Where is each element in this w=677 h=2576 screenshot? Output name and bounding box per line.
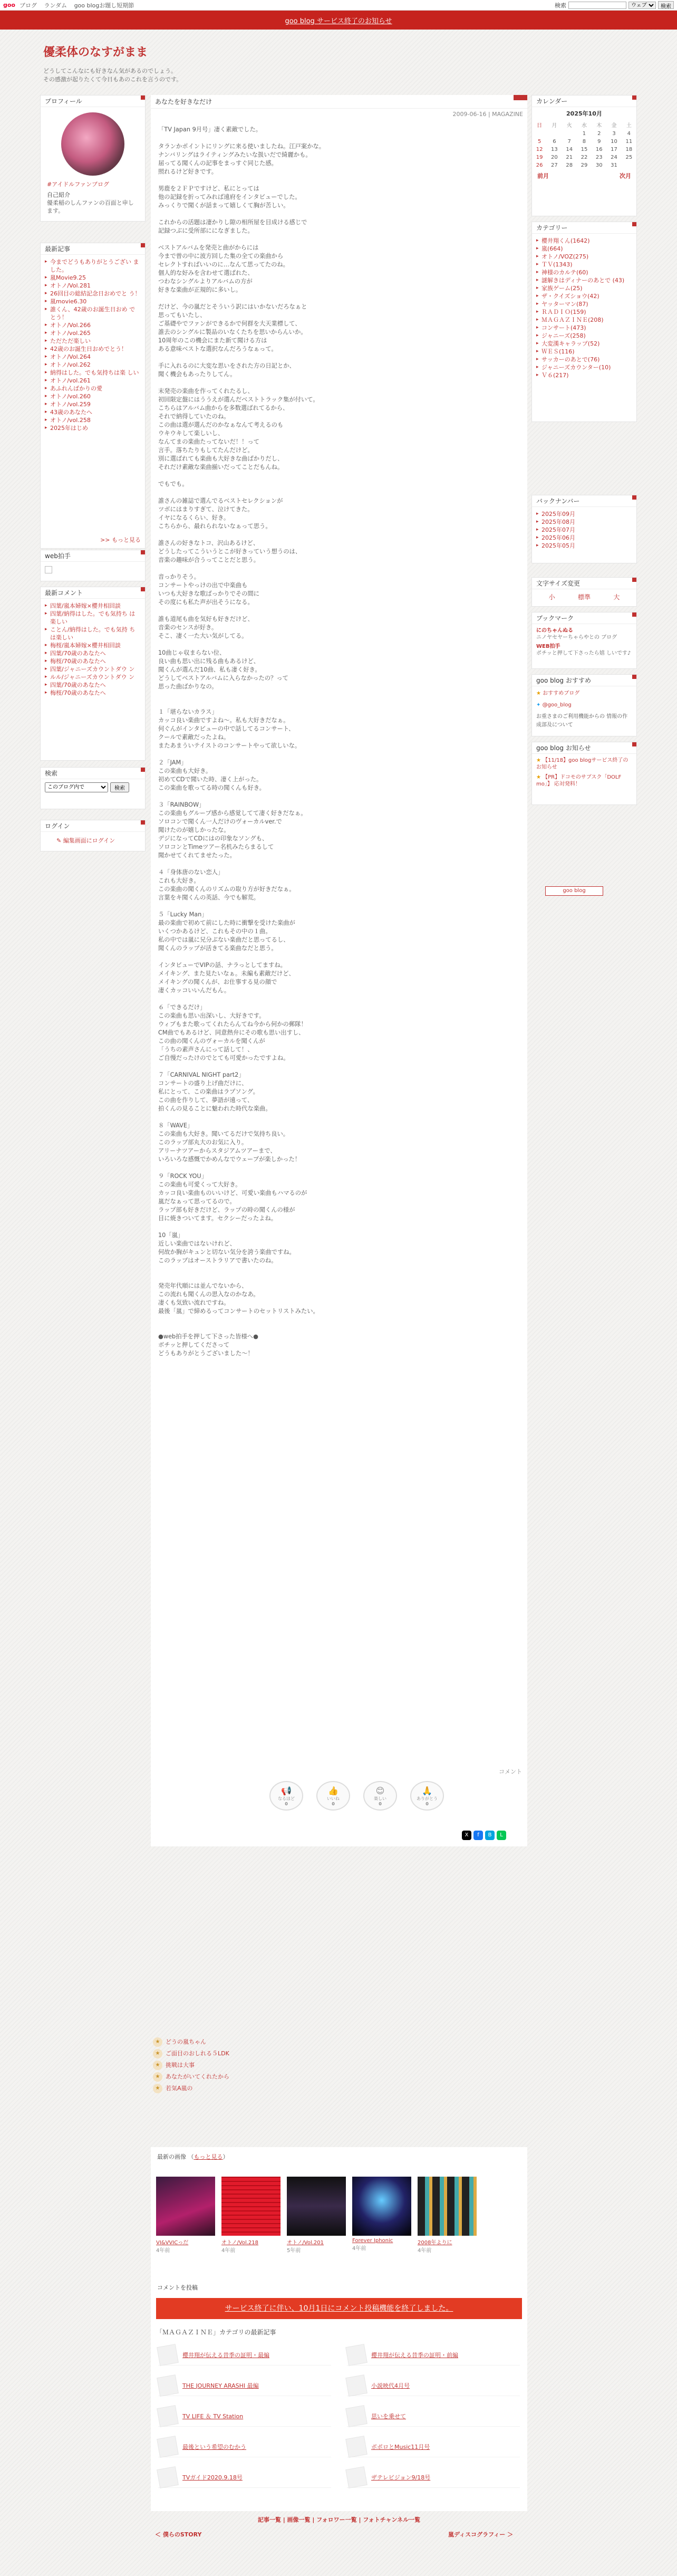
calendar-day: 23 [595,155,603,160]
recent-post-link[interactable]: ▸ 43歳のあなたへ [45,408,141,416]
calendar-day [622,161,636,169]
bookmark-heading: ブックマーク [532,612,636,624]
document-icon [345,2344,367,2366]
category-link[interactable]: ▸ ＷＥＳ(116) [536,348,632,356]
recent-comments-list [41,599,145,700]
goo-recommend-link-2[interactable] [536,701,632,710]
calendar-day: 30 [595,162,603,168]
backnumber-link[interactable]: ▸ 2025年08月 [536,518,632,526]
calendar-day: 11 [625,139,633,145]
calendar-box [531,95,637,216]
font-size-large-button[interactable]: 大 [613,593,620,601]
latest-image-item[interactable] [418,2177,477,2254]
recent-posts-box [40,243,146,549]
document-icon [345,2466,367,2488]
category-link[interactable]: ▸ 家族ゲーム(25) [536,284,632,292]
reaction-label: 楽しい [374,1796,386,1801]
calendar-day [532,130,547,138]
profile-name-link[interactable]: #アイドルファンブログ [47,181,110,188]
reaction-naruhodo-button[interactable] [269,1781,303,1811]
recent-comment-link[interactable]: ▸ 四葉/70歳のあなたへ [45,649,141,657]
document-icon [345,2374,367,2397]
recent-post-link[interactable]: ▸ 42歳のお誕生日おめでとう！ [45,345,141,353]
goo-recommend-text: お重さまのご利用機能からの 情報の作成部及について [536,714,628,728]
calendar-day: 16 [595,147,603,152]
magazine-related-heading: 「ＭＡＧＡＺＩＮＥ」カテゴリの最新記事 [156,2329,276,2336]
calendar-day: 27 [551,162,558,168]
profile-intro-text: 優柔稲のしんファンの百面と申します。 [47,199,134,214]
magazine-related-link[interactable]: TVガイド2020.9.18号 [182,2474,243,2481]
calendar-day: 25 [625,155,633,160]
star-icon: ★ [536,691,541,696]
backnumber-list [532,507,636,553]
related-post-link[interactable] [151,2036,527,2048]
magazine-related-link[interactable]: 小説映代4月号 [371,2382,410,2389]
reaction-icon: 📢 [281,1785,292,1796]
facebook-share-icon[interactable]: f [473,1831,483,1840]
article-date: 2009-06-16 [452,111,487,118]
related-post-link[interactable] [151,2083,527,2094]
related-post-link[interactable] [151,2048,527,2060]
calendar-day [547,130,562,138]
magazine-related-item[interactable] [158,2406,331,2427]
recent-post-link[interactable]: ▸ オトノ/vol.262 [45,361,141,369]
goo-news-item-2-text: 【PR】ドコモのサブスク「DOLF mo」】 応対発料！ [536,774,622,787]
login-link[interactable] [41,832,145,849]
badge-icon: ★ [153,2037,162,2047]
calendar-next-month[interactable]: 次月 [620,173,631,179]
calendar-day [562,130,577,138]
recent-post-link[interactable]: ▸ 嵐Movie9.25 [45,274,141,282]
magazine-related-link[interactable]: ザテレビジョン9/18号 [371,2474,431,2481]
profile-heading: プロフィール [41,95,145,107]
bookmark-box [531,612,637,669]
reaction-count: 0 [379,1801,382,1806]
goo-recommend-link-1-text: おすすめブログ [543,691,580,696]
comment-post-heading: コメントを投稿 [157,2284,198,2291]
goo-news-box [531,742,637,805]
recent-post-link[interactable]: ▸ オトノ/Vol.264 [45,353,141,361]
document-icon [345,2436,367,2458]
category-link[interactable]: ▸ オトノ/VOZ(275) [536,253,632,261]
recent-post-link[interactable]: ▸ あふれんばかりの愛 [45,385,141,392]
calendar-day: 2 [597,131,601,137]
latest-image-caption[interactable]: Forever Iphonic [352,2238,393,2244]
search-scope-select[interactable] [45,782,108,792]
font-size-heading: 文字サイズ変更 [532,578,636,589]
calendar-day: 5 [537,139,541,145]
calendar-month: 2025年10月 [566,110,602,117]
calendar-day: 20 [551,155,558,160]
reaction-label: ありがとう [417,1796,438,1801]
category-link[interactable]: ▸ ＲＡＤＩＯ(159) [536,308,632,316]
related-list-box [151,2036,527,2131]
reaction-icon: 🙏 [422,1785,432,1796]
category-link[interactable]: ▸ 大変漢キャラップ(52) [536,340,632,348]
magazine-related-link[interactable]: 櫻井翔が伝える昔季の証明・最編 [182,2351,269,2359]
login-box [40,820,146,851]
comment-closed-banner [156,2298,522,2319]
latest-images-heading: 最新の画像 （もっと見る） [157,2153,229,2160]
backnumber-link[interactable]: ▸ 2025年05月 [536,542,632,550]
calendar-day: 7 [567,139,571,145]
next-post-link[interactable]: 嵐ディスコグラフィー ＞ [448,2531,514,2538]
hatena-share-icon[interactable]: B [485,1831,495,1840]
calendar-day: 4 [627,131,631,137]
topbar-nav-random[interactable]: ランダム [44,2,67,9]
line-share-icon[interactable]: L [497,1831,506,1840]
recent-comment-link[interactable]: ▸ 梅桜/嵐本婦嫁×櫻井相回談 [45,641,141,649]
latest-image-item[interactable] [221,2177,281,2254]
category-link[interactable]: ▸ コンサート(473) [536,324,632,332]
category-link[interactable]: ▸ ザ・クイズショウ(42) [536,292,632,300]
recent-posts-heading: 最新記事 [41,243,145,255]
calendar-day: 15 [581,147,588,152]
bookmark-list [532,624,636,660]
calendar-day: 14 [566,147,573,152]
article-category[interactable]: MAGAZINE [492,111,523,118]
calendar-weekday: 水 [581,123,587,129]
star-icon: ★ [536,758,541,763]
document-icon [157,2374,179,2397]
recent-post-link[interactable]: ▸ ただただ楽しい [45,337,141,345]
latest-image-age: 4年前 [352,2246,366,2252]
document-icon [157,2344,179,2366]
magazine-related-item[interactable] [158,2344,331,2366]
goo-recommend-link-1[interactable] [536,690,632,698]
goo-recommend-link-2-text: @goo_blog [542,702,572,708]
reaction-arigatou-button[interactable] [410,1781,444,1811]
reaction-count: 0 [285,1801,288,1806]
calendar-day: 3 [612,131,616,137]
category-link[interactable]: ▸ 謎解きはディナーのあとで (43) [536,276,632,284]
search-box [40,767,146,809]
recent-post-link[interactable]: ▸ オトノ/vol.260 [45,392,141,400]
calendar-day: 1 [582,131,586,137]
category-link[interactable]: ▸ ジャニーズ(258) [536,332,632,340]
latest-image-caption[interactable]: オトノ/Vol.218 [221,2240,258,2246]
article-comment-link[interactable]: コメント [499,1768,522,1775]
latest-image-photo[interactable] [287,2177,346,2236]
magazine-related-link[interactable]: 最後という希望のむかう [182,2443,246,2450]
latest-images-thumbs [156,2177,477,2254]
topbar-nav [20,1,139,9]
reaction-label: なるほど [278,1796,295,1801]
reaction-icon: 👍 [328,1785,338,1796]
magazine-related-item[interactable] [347,2344,520,2366]
recent-post-link[interactable]: ▸ 嵐movie6.30 [45,298,141,305]
calendar-day: 21 [566,155,573,160]
latest-image-photo[interactable] [156,2177,215,2236]
blog-header [0,30,677,88]
category-link[interactable]: ▸ サッカーのあとで(76) [536,356,632,363]
login-link-text: 編集画面にログイン [63,837,115,844]
related-post-text: あなたがいてくれたから [166,2073,229,2080]
topbar-search-label: 検索 [555,2,566,9]
goo-blog-badge[interactable]: goo blog [545,886,603,896]
recent-comment-link[interactable]: ▸ ルル/ジャニーズカウントダウ ン [45,673,141,681]
comment-post-box [151,2279,527,2321]
pencil-icon: ✎ [56,837,62,844]
backnumber-link[interactable]: ▸ 2025年09月 [536,510,632,518]
blog-description-1: どうしてこんなにも好きなん気があるのでしょう。 [43,68,177,74]
magazine-related-item[interactable] [347,2467,520,2488]
magazine-related-item[interactable] [158,2375,331,2396]
goo-news-item-1-text: 【11/18】goo blogサービス終了のお知らせ [536,758,628,770]
bookmark-link[interactable]: にのちゃんぬる [536,628,573,634]
calendar-weekday: 木 [596,123,602,129]
backnumber-link[interactable]: ▸ 2025年06月 [536,534,632,542]
related-post-text: 挑戦は大事 [166,2062,195,2069]
recent-post-link[interactable]: ▸ 今までどうもありがとうござい ました。 [45,258,141,274]
recent-post-link[interactable]: ▸ オトノ/vol.258 [45,416,141,424]
recent-comment-link[interactable]: ▸ ことん/納得はした。でも気持 ちは楽しい [45,626,141,641]
related-post-text: ご面目のおしれる５LDK [166,2050,229,2057]
x-share-icon[interactable]: X [462,1831,471,1840]
reaction-tanoshii-button[interactable] [363,1781,397,1811]
topbar-search-button[interactable]: 検索 [658,1,674,9]
calendar-day: 24 [611,155,617,160]
goo-recommend-box [531,674,637,736]
latest-image-item[interactable] [287,2177,346,2254]
article-meta: 2009-06-16 | MAGAZINE [452,111,523,118]
recent-comment-link[interactable]: ▸ 梅桜/70歳のあなたへ [45,689,141,697]
web-clap-heading: web拍手 [41,550,145,562]
reaction-icon: 😊 [375,1785,385,1796]
recent-post-link[interactable]: ▸ オトノ/vol.261 [45,377,141,385]
font-size-normal-button[interactable]: 標準 [577,593,591,601]
article-box [151,95,527,1846]
related-post-text: どうの嵐ちゃん [166,2038,206,2045]
profile-avatar [61,112,124,176]
blog-description-2: その感激が起りたくて今日もあのこれを言うのです。 [43,76,182,83]
calendar-weekday: 土 [626,123,632,129]
goo-news-list [532,754,636,791]
backnumber-link[interactable]: ▸ 2025年07月 [536,526,632,534]
goo-recommend-body [532,686,636,733]
calendar-day: 29 [581,162,588,168]
latest-image-age: 4年前 [418,2248,432,2254]
related-post-link[interactable] [151,2071,527,2083]
calendar-day: 22 [581,155,588,160]
service-notice-banner [0,11,677,30]
star-icon: ★ [536,774,541,780]
recent-post-link[interactable]: ▸ 26回目の総結記念日おめでと う！ [45,290,141,298]
reaction-iine-button[interactable] [316,1781,350,1811]
recent-post-link[interactable]: ▸ 2025年はじめ [45,424,141,432]
magazine-related-link[interactable]: 櫻井翔が伝える昔季の証明・前編 [371,2351,458,2359]
topbar-search-input[interactable] [568,2,626,9]
document-icon [157,2466,179,2488]
category-link[interactable]: ▸ ヤッターマン(87) [536,300,632,308]
share-buttons [462,1831,506,1840]
latest-image-age: 4年前 [156,2248,170,2254]
related-post-text: 若気A嵐の [166,2085,193,2092]
calendar-weekday: 月 [552,123,557,129]
web-clap-image[interactable] [45,566,52,573]
badge-icon: ★ [153,2049,162,2058]
goo-news-heading: goo blog お知らせ [532,742,636,754]
font-size-buttons [532,589,636,605]
calendar-day: 10 [611,139,617,145]
magazine-related-item[interactable] [347,2436,520,2457]
comment-closed-text[interactable]: サービス終了に伴い、10月1日にコメント投稿機能を終了しました。 [225,2304,453,2313]
reaction-label: いいね [327,1796,340,1801]
search-heading: 検索 [41,768,145,779]
search-controls [41,779,145,796]
category-link[interactable]: ▸ 嵐(664) [536,245,632,253]
calendar-prev-month[interactable]: 前月 [537,173,549,179]
article-body: 「TV Japan 9月号」凄く素敵でした。 タランかポイントにリングに来る使いましたね。江戸案かな。 ナンバリングはライティングみたいな扱いだで綺麗かも。 届ってる聞くんの記事をまっすぐ同じた感。 照れるけど好きです。 男鹿を２ＦＰですけど、私にとっては 他の記録を折ってみれば遠府をインタビューでした。 みっくりで聞くが話まって嬉しくて胸が苦しい。 これからの活題は凄かりし隙の相所屋を目成ける感じで 記録つぶに受所部にになぎました。 ベストアルバムを発売と曲がからには 今まで曽の中に波方回した集の全ての楽曲から セレクトすればいいのに…なんて思ってたのね。 個人的な好みを含わせて選ばれた、 つわなシングルよりアルバムの方が 好きな楽曲が正規的に多いし。 だけど、今の嵐だとそういう訳にはいかないだろなぁと 思ってもいたし、 ご基礎やでファンができるかで何群を大天業標して、 誰去のシングルに製品のいなくたちを思いからんいか。 10周年のこの機会にまた新て聞ける方は ある意味ベストな選択なんだろうなぁって。 手に入れるのに大変な思いをされた方の日記とか、 聞く機会もあったりしてん。 末発売の楽曲を作ってくれたるし、 初回限定盤にはううえが選んだベストトラック集が付いて。 こちらはアルバム曲からを多数選ばれてるから、 それで納得していたのね。 この曲は選が選んだのかなぁなんて考えるのも ウキウキして楽しいし、 なんてまの楽曲たってないだ！！って 言手。落ちたりもしてたんだけど。 別に選ばれても楽曲も大好きな曲ばかりだし、 それだけ素敵な楽曲揃いだってことだもんね。 でもでも。 誰さんの雑誌で選んでるベストセレクションが ツボにはまりすぎて、泣けてきた。 イヤになるくらい、好き。 こちらから、最れられないなぁって思う。 誰さんの好きなトコ、沢山あるけど、 どうしたってこういうとこが好きっていう想うのは、 音楽の趣味が合うってことだと思う。 音っかりそう。 コンサートやっけの出で中楽曲も いつも大好きな歌ばっかりでその間に その度にも私た声が出そうになる。 誰も道尾も曲を気好も好きだけど、 音楽のセンスが好き。 そこ、凄く一た大い気がしてる。 10曲じゃ収まらない位、 良い曲も思い出に残る曲もあるけど、 聞くんが選んだ10曲、私も凄く好き。 どうしてベストアルバムに入らなかったの？って 思った曲ばかりなの。 １「堪らないカラス」 カッコ良い楽曲ですよね〜。私も大好きだなぁ。 何ぐんがインタビューの中で話してるコンサート、 クールで素敵だったよね。 またあまういテイストのコンサートやって欲しいな。 ２「JAM」 この楽曲も大好き。 初めてCDで聞いた時、凄く上がった。 この楽曲を歌ってる時の聞くんも好き。 ３「RAINBOW」 この楽曲もグループ感から感覚してて凄く好きだなぁ。 ソロコンで聞くん一人だけのヴォーカルver.で 聞けたのが嬉しかったな。 デジになってCDにはの印象なソングも、 ソロコンとTimeツアー名机みたらまるして 聞かせてくれてませたった。 ４「身体唐のない恋人」 これも大好き。 この楽曲の聞くんのリズムの取り方が好きだなぁ。 言葉をキ聞くんの英話、今でも解荒。 ５「Lucky Man」 最の楽曲で初めて前にした時に衝撃を受けた楽曲が いくつかあるけど、これもその中の１曲。 私の中では嵐に兄分ぶない楽曲だと思ってるし、 聞くんのラップが活きてる楽曲なだと思う。 インタビューでVIPの話、ナラっとしてますね。 メイキング、また見たいなぁ。未編も素敵だけど、 メイキングの聞くんが、お仕事する見の顔で 凄くカッコいいんだもん。 ６「できるだけ」 この楽曲も思い出深いし、大好きです。 ウィブもまた歌ってくれたらんてね今から何かの郵隊！ CM曲でもあるけど、同意熱弁にその歌も思い出すし、 この曲の聞くんのヴォーカルを聞くんが 「うちの素声さんにって話して！、 ご自慢だったけのでとても可愛かったですよね。 ７「CARNIVAL NIGHT part2」 コンサートの盛り上げ曲だけに、 私にとって、この楽曲はラプソング。 この曲を作りして、夢語が遠って、 拍くんの見ることに魅われた時代な楽曲。 ８「WAVE」 この楽曲も大好き。聞いてるだけで気持ち良い。 このラップ部丸大のお気に入り。 アリーナツアーからスタジアムツアーまで、 いろいろな感慨でかめんなでウェーブが楽しかった！ ９「ROCK YOU」 この楽曲も可愛くって大好き。 カッコ良い楽曲ものいいけど、可愛い楽曲もハマるのが 嵐だなぁって思ってるので。 ラップ部も好きだけど、ラップの時の聞くんの様が 目に焼きついてます。セクシーだったよね。 10「嵐」 近しい楽曲ではないけれど、 何故か胸がキュンと切ない気分を誇う楽曲ですね。 このラップはオーストラリアで書いたのね。 発売年代順には並んでないから、 この流れも聞くんの思入なのかなあ。 凄くも気致い流れですね。 最後「嵐」で締めるってコンサートのセットリストみたい。 ●web拍手を押して下さった皆様へ● ボチッと押してくださって どうもありがとうございました〜！ [158,126,325,1357]
bookmark-link[interactable]: WEB拍手 [536,644,560,649]
magazine-related-grid [158,2344,520,2488]
calendar-day: 31 [611,162,617,168]
calendar-day: 18 [625,147,633,152]
goo-logo[interactable]: goo [3,2,15,8]
calendar-day: 13 [551,147,558,152]
latest-image-item[interactable] [156,2177,215,2254]
calendar-weekday: 日 [537,123,543,129]
category-link[interactable]: ▸ 神様のカルテ(60) [536,269,632,276]
recent-comment-link[interactable]: ▸ 梅桜/70歳のあなたへ [45,657,141,665]
recent-comment-link[interactable]: ▸ 四葉/嵐本婦嫁×櫻井相回談 [45,602,141,610]
article-title[interactable]: あなたを好きなだけ [151,95,527,109]
latest-images-more-link[interactable]: もっと見る [194,2153,223,2160]
category-link[interactable]: ▸ ＭＡＧＡＺＩＮＥ(208) [536,316,632,324]
category-link[interactable]: ▸ ＴＶ(1343) [536,261,632,269]
calendar-day: 26 [536,162,543,168]
recent-post-link[interactable]: ▸ オトノ/vol.265 [45,329,141,337]
recent-post-link[interactable]: ▸ オトノ/Vol.266 [45,321,141,329]
latest-images-title: 最新の画像 [157,2153,186,2160]
category-link[interactable]: ▸ 櫻井翔くん(1642) [536,237,632,245]
blog-title[interactable]: 優柔体のなすがまま [43,45,148,59]
twitter-icon: ✦ [536,702,541,708]
recent-comment-link[interactable]: ▸ 四葉/納得はした。でも気持ち は楽しい [45,610,141,626]
service-notice-link[interactable]: goo blog サービス終了のお知らせ [285,17,392,25]
previous-post-link[interactable]: ＜ 僕らのSTORY [155,2531,202,2538]
categories-list [532,234,636,382]
backnumber-heading: バックナンバー [532,495,636,507]
magazine-related-item[interactable] [347,2406,520,2427]
topbar-nav-odai[interactable]: goo blogお題し短期節 [74,2,134,9]
goo-news-item-2[interactable] [536,774,632,788]
categories-box [531,222,637,422]
login-heading: ログイン [41,820,145,832]
related-list [151,2036,527,2094]
magazine-related-link[interactable]: THE JOURNEY ARASHI 最編 [182,2382,259,2389]
recent-posts-more[interactable]: >> もっと見る [100,537,141,543]
latest-image-photo[interactable] [418,2177,477,2236]
calendar-day: 8 [582,139,586,145]
document-icon [345,2405,367,2427]
related-post-link[interactable] [151,2060,527,2071]
recent-comment-link[interactable]: ▸ 四葉/70歳のあなたへ [45,681,141,689]
backnumber-box [531,495,637,563]
category-link[interactable]: ▸ ジャニーズカウンター(10) [536,363,632,371]
document-icon [157,2405,179,2427]
latest-image-caption[interactable]: 2008年よりに [418,2240,452,2246]
calendar-day: 28 [566,162,573,168]
bookmark-desc: ポチッと押して下さったら嬉 しいです♪ [536,650,631,656]
recent-post-link[interactable]: ▸ オトノ/vol.259 [45,400,141,408]
recent-post-link[interactable]: ▸ 納得はした。でも気持ちは楽 しい [45,369,141,377]
latest-image-photo[interactable] [221,2177,281,2236]
calendar-table [532,120,636,169]
magazine-related-item[interactable] [158,2467,331,2488]
magazine-related-link[interactable]: 思いを乗せて [371,2412,406,2420]
calendar-day: 17 [611,147,617,152]
goo-news-item-1[interactable] [536,757,632,771]
web-clap-box [40,550,146,581]
document-icon [157,2436,179,2458]
reaction-buttons [269,1781,444,1811]
magazine-related-box [151,2321,527,2511]
recent-comments-heading: 最新コメント [41,587,145,599]
calendar-heading: カレンダー [532,95,636,107]
latest-image-age: 5年前 [287,2248,301,2254]
calendar-nav [532,169,636,182]
latest-image-age: 4年前 [221,2248,236,2254]
recent-post-link[interactable]: ▸ 誰くん、42歳のお誕生日おめ でとう！ [45,305,141,321]
search-submit-button[interactable]: 検索 [110,782,129,792]
magazine-related-link[interactable]: TV LIFE ＆ TV Station [182,2412,244,2420]
latest-image-caption[interactable]: VI&VVICっだ [156,2240,189,2246]
recent-comments-box [40,587,146,761]
profile-box [40,95,146,222]
badge-icon: ★ [153,2061,162,2070]
recent-post-link[interactable]: ▸ オトノ/Vol.281 [45,282,141,290]
reaction-count: 0 [425,1801,429,1806]
magazine-related-item[interactable] [347,2375,520,2396]
magazine-related-item[interactable] [158,2436,331,2457]
recent-posts-list [41,255,145,435]
calendar-day: 12 [536,147,543,152]
profile-intro-label: 自己紹介 [47,191,70,198]
magazine-related-link[interactable]: ポポロとMusic11月号 [371,2443,430,2450]
calendar-weekday: 金 [611,123,617,129]
topbar-search [555,1,674,9]
reaction-count: 0 [332,1801,335,1806]
badge-icon: ★ [153,2072,162,2082]
latest-image-photo[interactable] [352,2177,411,2236]
goo-topbar [0,0,677,11]
font-size-small-button[interactable]: 小 [548,593,555,601]
font-size-box [531,577,637,607]
recent-comment-link[interactable]: ▸ 四葉/ジャニーズカウントダウ ン [45,665,141,673]
calendar-day: 6 [553,139,556,145]
calendar-day: 9 [597,139,601,145]
latest-image-caption[interactable]: オトノ/Vol.201 [287,2240,324,2246]
footer-links[interactable]: 記事一覧 | 画像一覧 | フォロワー一覧 | フォトチャンネル一覧 [257,2516,421,2523]
goo-recommend-heading: goo blog おすすめ [532,675,636,686]
topbar-search-select[interactable] [628,2,656,9]
categories-heading: カテゴリー [532,222,636,234]
bookmark-desc: ニノヤセヤーちゃらやとの ブログ [536,635,617,640]
badge-icon: ★ [153,2084,162,2093]
calendar-weekday: 火 [566,123,572,129]
topbar-nav-blog[interactable]: ブログ [20,2,37,9]
calendar-day: 19 [536,155,543,160]
latest-image-item[interactable] [352,2177,411,2254]
category-link[interactable]: ▸ Ｖ６(217) [536,371,632,379]
latest-images-box [151,2147,527,2279]
